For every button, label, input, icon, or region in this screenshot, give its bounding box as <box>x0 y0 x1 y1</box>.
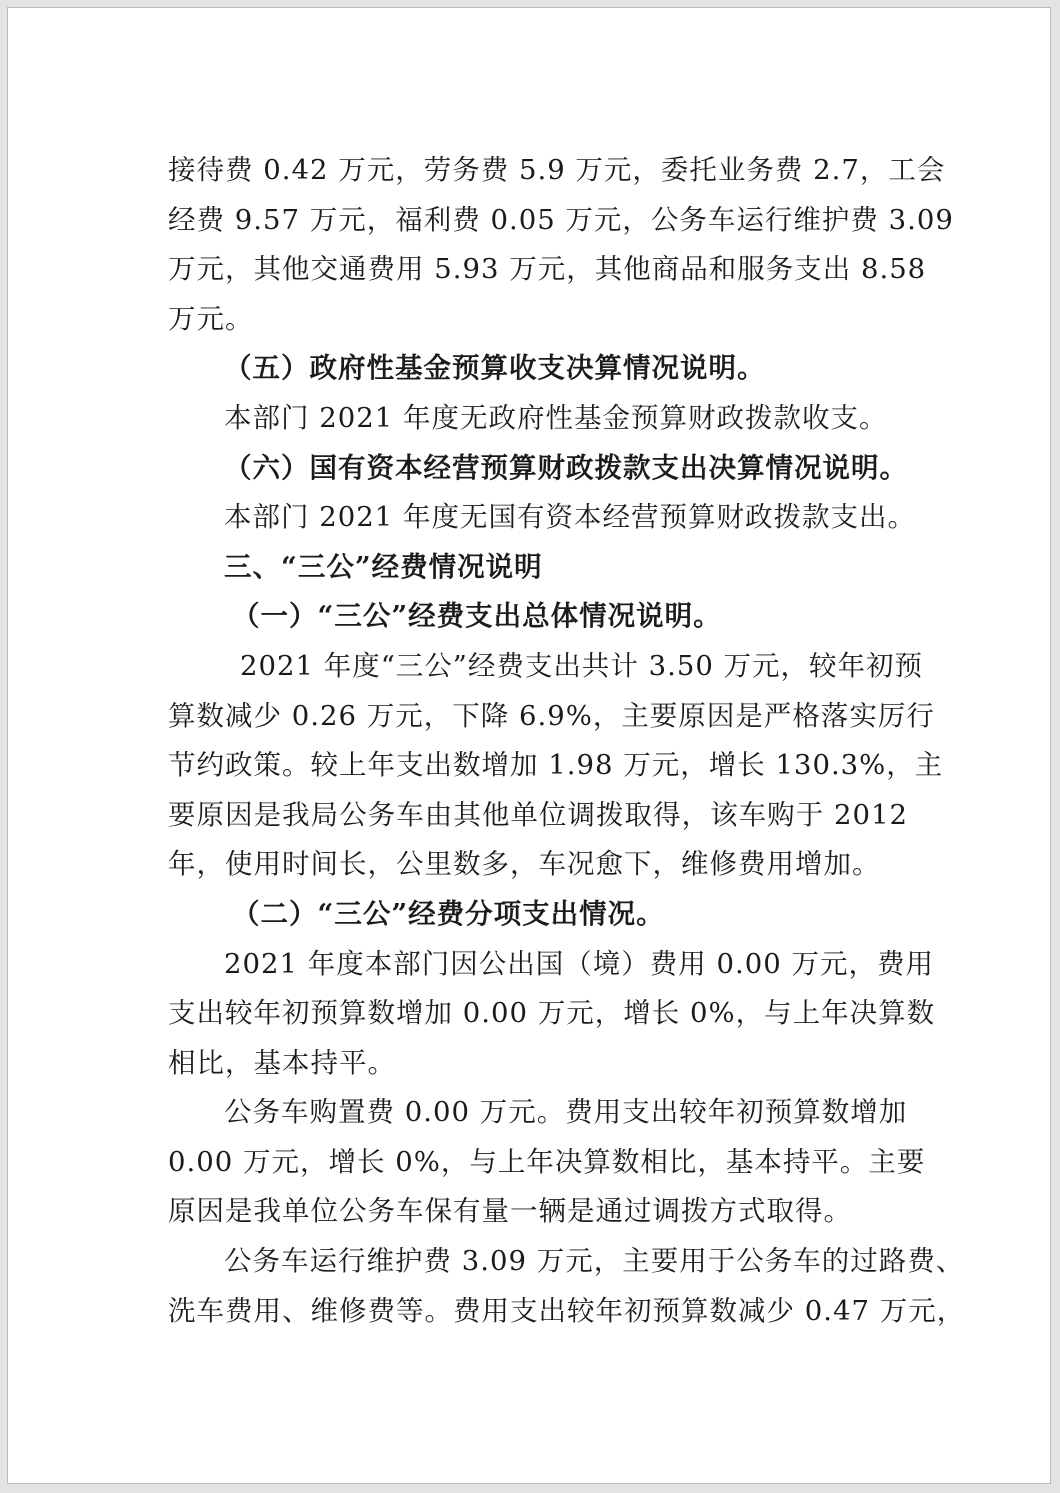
text-line: 接待费 0.42 万元，劳务费 5.9 万元，委托业务费 2.7，工会 <box>168 154 946 186</box>
document-body <box>168 146 966 1336</box>
text-line: 经费 9.57 万元，福利费 0.05 万元，公务车运行维护费 3.09 <box>168 203 954 236</box>
text-line: 2021 年度“三公”经费支出共计 3.50 万元，较年初预 <box>240 649 924 682</box>
text-line: 洗车费用、维修费等。费用支出较年初预算数减少 0.47 万元， <box>168 1294 966 1327</box>
text-line: 要原因是我局公务车由其他单位调拨取得，该车购于 2012 <box>168 798 908 831</box>
text-line: 万元。 <box>168 302 254 335</box>
text-line: 算数减少 0.26 万元，下降 6.9%，主要原因是严格落实厉行 <box>168 699 935 732</box>
text-line: 支出较年初预算数增加 0.00 万元，增长 0%，与上年决算数 <box>168 997 936 1030</box>
text-line: 公务车运行维护费 3.09 万元，主要用于公务车的过路费、 <box>224 1245 965 1278</box>
text-line: 0.00 万元，增长 0%，与上年决算数相比，基本持平。主要 <box>168 1145 926 1178</box>
text-line: 原因是我单位公务车保有量一辆是通过调拨方式取得。 <box>168 1195 852 1228</box>
text-line: 本部门 2021 年度无政府性基金预算财政拨款收支。 <box>224 401 888 434</box>
section-heading-6: （六）国有资本经营预算财政拨款支出决算情况说明。 <box>224 451 908 484</box>
section-heading-1: （一）“三公”经费支出总体情况说明。 <box>232 600 722 633</box>
text-line: 本部门 2021 年度无国有资本经营预算财政拨款支出。 <box>224 501 916 534</box>
text-line: 2021 年度本部门因公出国（境）费用 0.00 万元，费用 <box>224 947 934 980</box>
text-line: 万元，其他交通费用 5.93 万元，其他商品和服务支出 8.58 <box>168 253 927 286</box>
section-heading-2: （二）“三公”经费分项支出情况。 <box>232 897 665 930</box>
document-page <box>7 7 1051 1484</box>
text-line: 年，使用时间长，公里数多，车况愈下，维修费用增加。 <box>168 848 881 881</box>
text-line: 节约政策。较上年支出数增加 1.98 万元，增长 130.3%，主 <box>168 749 944 782</box>
chapter-heading-3: 三、“三公”经费情况说明 <box>224 550 543 583</box>
section-heading-5: （五）政府性基金预算收支决算情况说明。 <box>224 352 766 385</box>
text-line: 相比，基本持平。 <box>168 1046 396 1079</box>
text-line: 公务车购置费 0.00 万元。费用支出较年初预算数增加 <box>224 1096 908 1129</box>
